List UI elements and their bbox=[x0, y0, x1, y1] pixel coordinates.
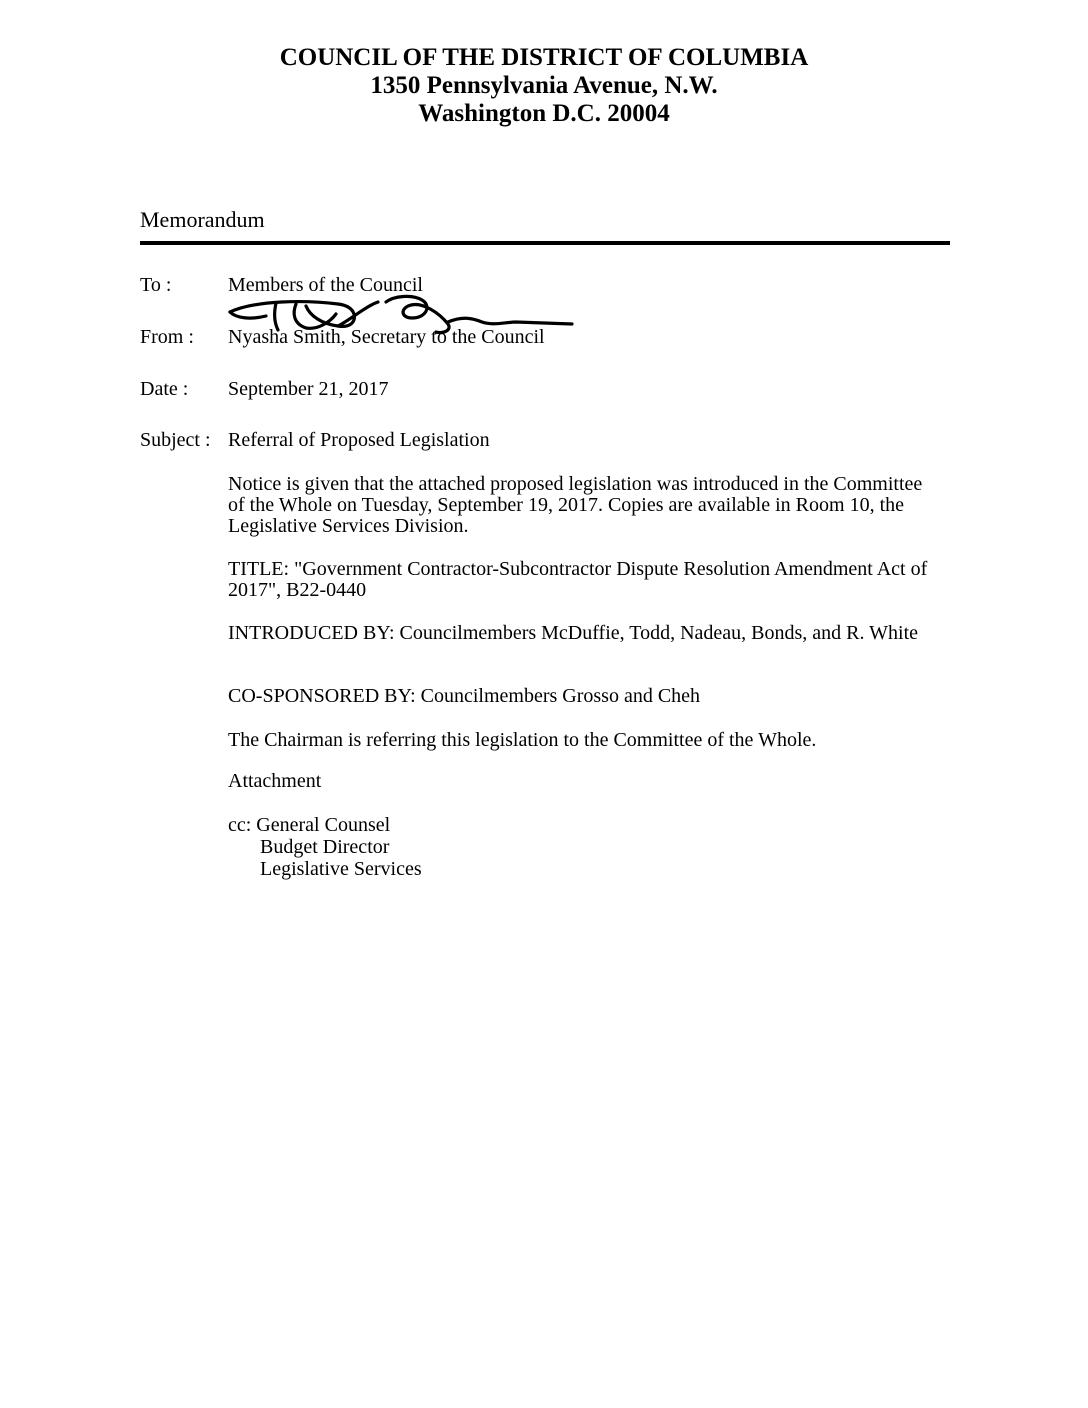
subject-value: Referral of Proposed Legislation bbox=[228, 429, 490, 451]
memo-title: Memorandum bbox=[140, 207, 265, 232]
letterhead-council-name: COUNCIL OF THE DISTRICT OF COLUMBIA bbox=[279, 44, 809, 71]
cc-legislative-services: Legislative Services bbox=[260, 858, 422, 880]
letterhead bbox=[0, 44, 1088, 128]
to-value: Members of the Council bbox=[228, 274, 423, 296]
date-label: Date : bbox=[140, 378, 189, 400]
legislation-title: TITLE: "Government Contractor-Subcontractor Dispute Resolution Amendment Act of 2017", B22-0440 bbox=[228, 558, 928, 601]
attachment-note: Attachment bbox=[228, 770, 322, 792]
introduced-by: INTRODUCED BY: Councilmembers McDuffie, Todd, Nadeau, Bonds, and R. White bbox=[228, 622, 919, 644]
from-label: From : bbox=[140, 326, 194, 348]
to-label: To : bbox=[140, 274, 172, 296]
co-sponsored-by: CO-SPONSORED BY: Councilmembers Grosso and Cheh bbox=[228, 685, 701, 707]
cc-budget-director: Budget Director bbox=[260, 836, 390, 858]
title-divider bbox=[140, 241, 950, 245]
subject-label: Subject : bbox=[140, 429, 211, 451]
date-value: September 21, 2017 bbox=[228, 378, 389, 400]
cc-general-counsel: cc: General Counsel bbox=[228, 814, 391, 836]
letterhead-street-address: 1350 Pennsylvania Avenue, N.W. bbox=[370, 72, 718, 99]
from-value: Nyasha Smith, Secretary to the Council bbox=[228, 326, 545, 348]
referral-statement: The Chairman is referring this legislation to the Committee of the Whole. bbox=[228, 729, 817, 751]
notice-paragraph: Notice is given that the attached proposed legislation was introduced in the Committee of the Whole on Tuesday, September 19, 2017. Copies are available in Room 10, the Legislative Services Division. bbox=[228, 473, 923, 537]
letterhead-city: Washington D.C. 20004 bbox=[418, 100, 670, 127]
